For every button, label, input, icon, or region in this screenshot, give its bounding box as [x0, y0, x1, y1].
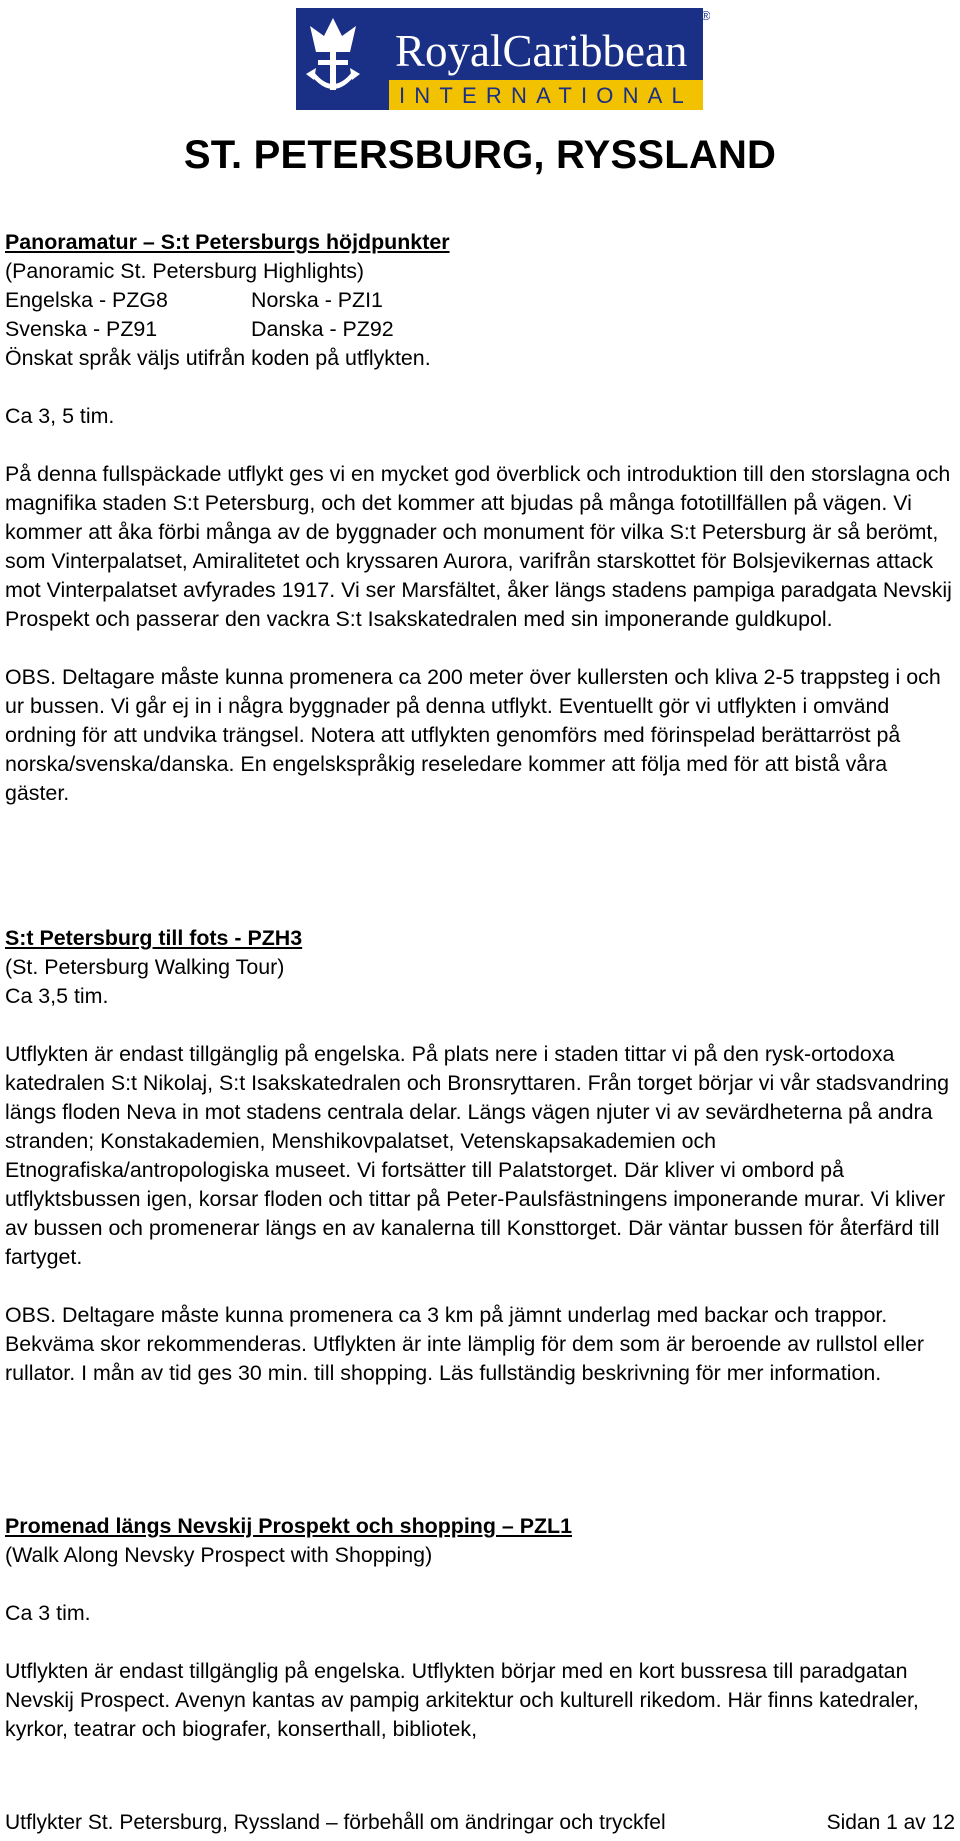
- section-title: Promenad längs Nevskij Prospekt och shopping – PZL1: [5, 1514, 572, 1538]
- section-nevsky-walk: [5, 1512, 955, 1744]
- language-code: Engelska - PZG8: [5, 288, 168, 312]
- section-subtitle: (Walk Along Nevsky Prospect with Shopping): [5, 1543, 433, 1567]
- duration: Ca 3,5 tim.: [5, 984, 109, 1008]
- section-panoramic-tour: [5, 228, 955, 808]
- section-subtitle: (Panoramic St. Petersburg Highlights): [5, 259, 365, 283]
- description: Utflykten är endast tillgänglig på engelska. Utflykten börjar med en kort bussresa till paradgatan Nevskij Prospect. Avenyn kantas av pampig arkitektur och kulturell rikedom. Här finns katedraler, kyrkor, teatrar och biografer, konserthall, bibliotek,: [5, 1659, 919, 1741]
- description: Utflykten är endast tillgänglig på engelska. På plats nere i staden tittar vi på den rysk-ortodoxa katedralen S:t Nikolaj, S:t Isakskatedralen och Bronsryttaren. Från torget börjar vi vår stadsvandring längs floden Neva in mot stadens centrala delar. Längs vägen njuter vi av sevärdheterna på andra stranden; Konstakademien, Menshikovpalatset, Vetenskapsakademien och Etnografiska/antropologiska museet. Vi fortsätter till Palatstorget. Där kliver vi ombord på utflyktsbussen igen, korsar floden och tittar på Peter-Paulsfästningens imponerande murar. Vi kliver av bussen och promenerar längs en av kanalerna till Konsttorget. Där väntar bussen för återfärd till fartyget.: [5, 1042, 950, 1269]
- section-walking-tour: [5, 924, 955, 1388]
- section-title: S:t Petersburg till fots - PZH3: [5, 926, 303, 950]
- svg-text:®: ®: [701, 8, 710, 23]
- language-codes: [5, 286, 955, 344]
- language-code: Svenska - PZ91: [5, 317, 158, 341]
- duration: Ca 3 tim.: [5, 1601, 91, 1625]
- description: På denna fullspäckade utflykt ges vi en mycket god överblick och introduktion till den storslagna och magnifika staden S:t Petersburg, och det kommer att bjudas på många fototillfällen på vägen. Vi kommer att åka förbi många av de byggnader och monument för vilka S:t Petersburg är så berömt, som Vinterpalatset, Amiralitetet och kryssaren Aurora, varifrån starskottet för Bolsjevikernas attack mot Vinterpalatset avfyrades 1917. Vi ser Marsfältet, åker längs stadens pampiga paradgata Nevskij Prospekt och passerar den vackra S:t Isakskatedralen med sin imponerande guldkupol.: [5, 462, 952, 631]
- footer-text: Utflykter St. Petersburg, Ryssland – förbehåll om ändringar och tryckfel: [5, 1811, 666, 1834]
- page-footer: [5, 1811, 955, 1835]
- page-title: ST. PETERSBURG, RYSSLAND: [183, 133, 777, 177]
- page-number: Sidan 1 av 12: [826, 1811, 955, 1834]
- obs-note: OBS. Deltagare måste kunna promenera ca 200 meter över kullersten och kliva 2-5 trappsteg i och ur bussen. Vi går ej in i några byggnader på denna utflykt. Eventuellt gör vi utflykten i omvänd ordning för att undvika trängsel. Notera att utflykten genomförs med förinspelad berättarröst på norska/svenska/danska. En engelskspråkig reseledare kommer att följa med för att bistå våra gäster.: [5, 665, 941, 805]
- language-code: Norska - PZI1: [251, 288, 383, 312]
- duration: Ca 3, 5 tim.: [5, 404, 115, 428]
- royal-caribbean-logo: [296, 8, 710, 110]
- svg-text:RoyalCaribbean: RoyalCaribbean: [395, 26, 688, 76]
- obs-note: OBS. Deltagare måste kunna promenera ca 3 km på jämnt underlag med backar och trappor. Bekväma skor rekommenderas. Utflykten är inte lämplig för dem som är beroende av rullstol eller rullator. I mån av tid ges 30 min. till shopping. Läs fullständig beskrivning för mer information.: [5, 1303, 924, 1385]
- section-subtitle: (St. Petersburg Walking Tour): [5, 955, 285, 979]
- language-note: Önskat språk väljs utifrån koden på utflykten.: [5, 346, 431, 370]
- language-code: Danska - PZ92: [251, 317, 394, 341]
- crown-anchor-logo-icon: [296, 8, 710, 110]
- section-title: Panoramatur – S:t Petersburgs höjdpunkter: [5, 230, 450, 254]
- svg-text:INTERNATIONAL: INTERNATIONAL: [399, 83, 693, 108]
